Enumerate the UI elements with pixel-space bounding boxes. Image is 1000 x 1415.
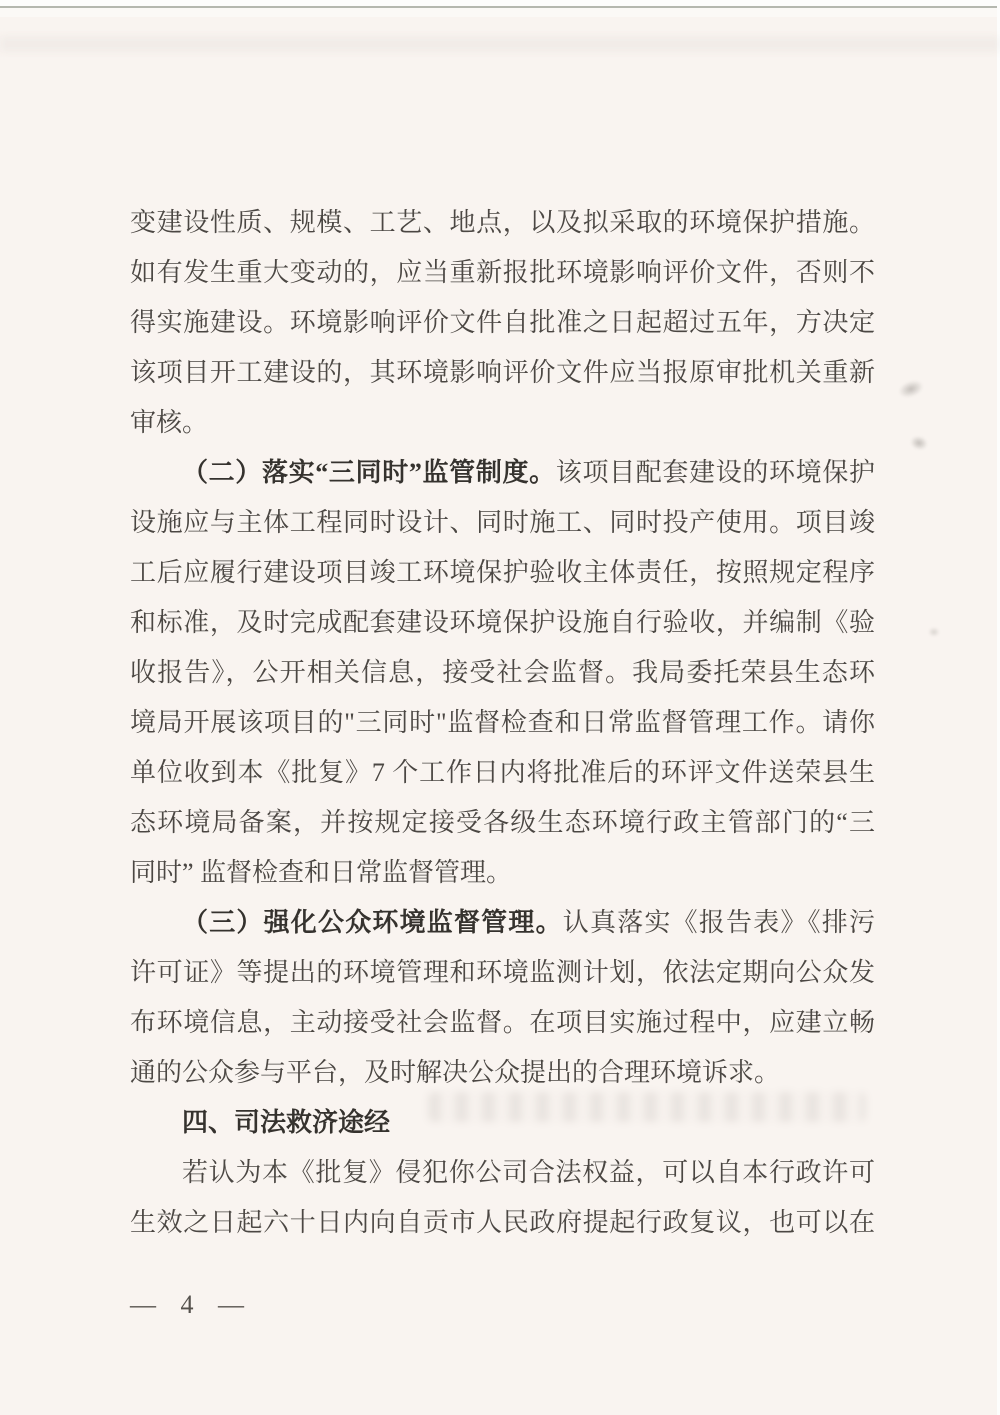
text-line: [130, 348, 875, 398]
text-segment: 收报告》，公开相关信息，接受社会监督。我局委托荣县生态环: [130, 658, 875, 687]
pencil-smudge-artifact: [896, 377, 926, 401]
text-segment: 变建设性质、规模、工艺、地点，以及拟采取的环境保护措施。: [130, 208, 875, 237]
text-segment: 态环境局备案，并按规定接受各级生态环境行政主管部门的“三: [130, 808, 875, 837]
text-line: [130, 798, 875, 848]
text-segment: 设施应与主体工程同时设计、同时施工、同时投产使用。项目竣: [130, 508, 875, 537]
text-segment: 若认为本《批复》侵犯你公司合法权益，可以自本行政许可: [182, 1158, 875, 1187]
text-line: [130, 448, 875, 498]
text-segment: 许可证》等提出的环境管理和环境监测计划，依法定期向公众发: [130, 958, 875, 987]
text-segment: 该项目开工建设的，其环境影响评价文件应当报原审批机关重新: [130, 358, 875, 387]
text-segment: 工后应履行建设项目竣工环境保护验收主体责任，按照规定程序: [130, 558, 875, 587]
text-segment: 境局开展该项目的"三同时"监督检查和日常监督管理工作。请你: [130, 708, 875, 737]
pencil-smudge-artifact: [908, 434, 929, 452]
text-line: [130, 748, 875, 798]
text-segment: 该项目配套建设的环境保护: [555, 458, 875, 487]
text-line: [130, 1048, 875, 1098]
text-line: [130, 1148, 875, 1198]
text-line: [130, 498, 875, 548]
text-segment: 认真落实《报告表》《排污: [562, 908, 875, 937]
text-line: [130, 948, 875, 998]
text-segment: 单位收到本《批复》7 个工作日内将批准后的环评文件送荣县生: [130, 758, 875, 787]
text-line: [130, 648, 875, 698]
scan-edge-fade: [0, 8, 1000, 17]
paragraph-judicial-remedy: [130, 1148, 875, 1248]
text-line: [130, 298, 875, 348]
bold-text-segment: （二）落实“三同时”监管制度。: [182, 458, 556, 487]
text-segment: 布环境信息，主动接受社会监督。在项目实施过程中，应建立畅: [130, 1008, 875, 1037]
paragraph-major-change-rules: [130, 198, 875, 448]
text-line: [130, 1098, 875, 1148]
text-segment: 如有发生重大变动的，应当重新报批环境影响评价文件，否则不: [130, 258, 875, 287]
text-segment: 通的公众参与平台，及时解决公众提出的合理环境诉求。: [130, 1058, 781, 1087]
text-line: [130, 598, 875, 648]
text-segment: 得实施建设。环境影响评价文件自批准之日起超过五年，方决定: [130, 308, 875, 337]
text-line: [130, 398, 875, 448]
paragraph-three-simultaneous-supervision: [130, 448, 875, 898]
text-segment: 同时” 监督检查和日常监督管理。: [130, 858, 513, 887]
text-segment: 生效之日起六十日内向自贡市人民政府提起行政复议，也可以在: [130, 1208, 875, 1237]
paragraph-public-environment-supervision: [130, 898, 875, 1098]
text-line: [130, 998, 875, 1048]
text-line: [130, 198, 875, 248]
pencil-smudge-artifact: [928, 627, 940, 637]
text-line: [130, 848, 875, 898]
text-line: [130, 548, 875, 598]
text-line: [130, 1198, 875, 1248]
heading-judicial-remedy: [130, 1098, 875, 1148]
text-line: [130, 898, 875, 948]
bold-text-segment: 四、司法救济途经: [182, 1108, 391, 1137]
page-number: — 4 —: [130, 1290, 253, 1319]
document-body: [130, 198, 875, 1248]
scan-texture-band: [0, 36, 1000, 52]
text-segment: 和标准，及时完成配套建设环境保护设施自行验收，并编制《验: [130, 608, 875, 637]
text-line: [130, 248, 875, 298]
bold-text-segment: （三）强化公众环境监督管理。: [182, 908, 563, 937]
text-line: [130, 698, 875, 748]
text-segment: 审核。: [130, 408, 209, 437]
